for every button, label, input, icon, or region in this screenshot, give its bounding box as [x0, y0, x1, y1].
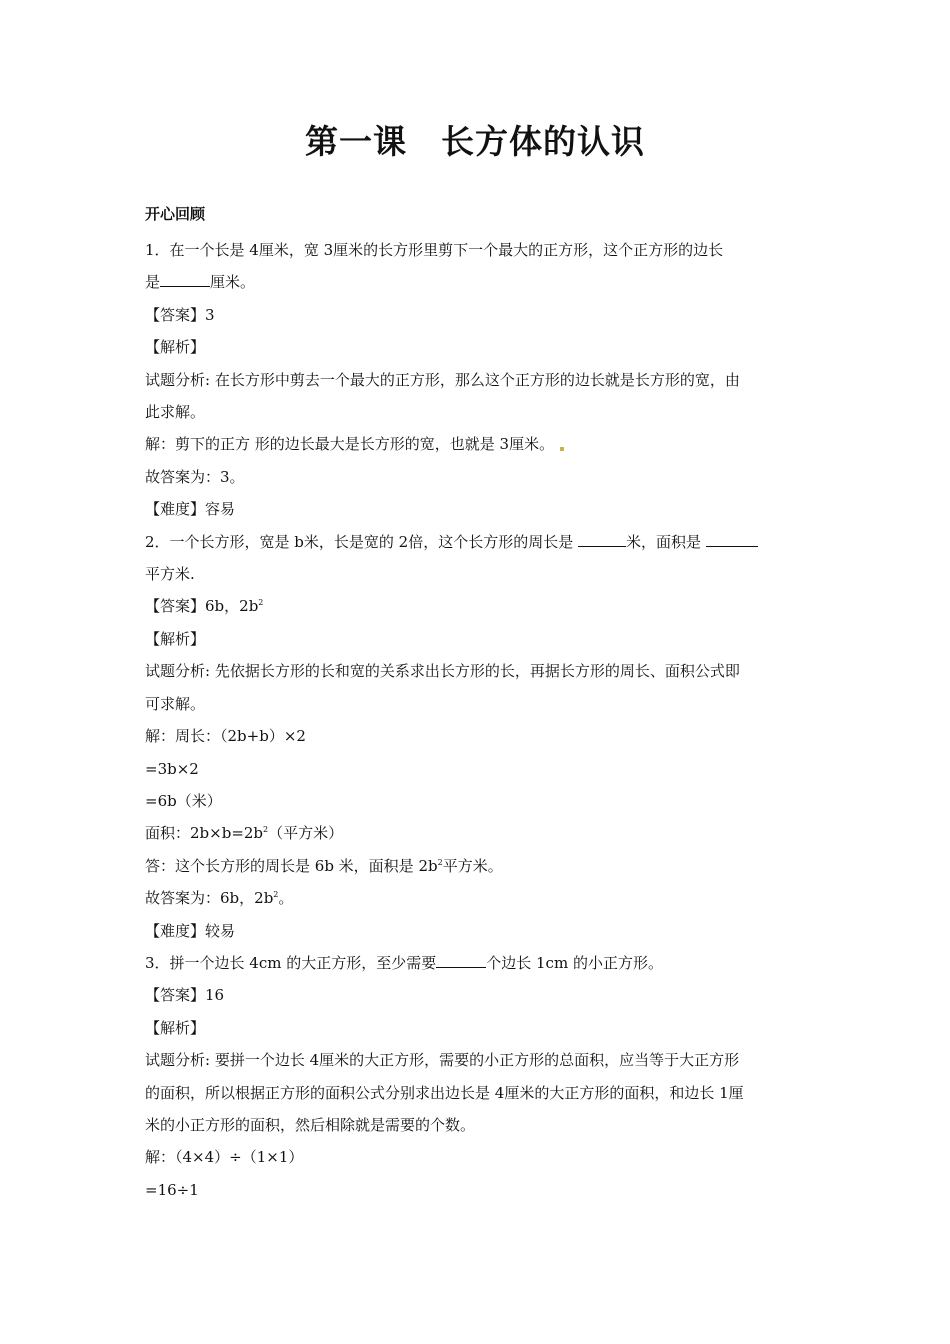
q3-analysis-line3: 米的小正方形的面积，然后相除就是需要的个数。 [145, 1115, 476, 1134]
q2-final-exponent: 2 [273, 890, 279, 900]
q1-text-a: 是 [145, 273, 161, 292]
q2-step3: =6b（米） [145, 791, 222, 810]
section-title: 开心回顾 [145, 205, 206, 223]
q3-analysis-line2: 的面积，所以根据正方形的面积公式分别求出边长是 4厘米的大正方形的面积，和边长 1厘 [145, 1083, 744, 1102]
q1-difficulty: 【难度】容易 [145, 500, 236, 519]
q2-analysis-line1: 试题分析: 先依据长方形的长和宽的关系求出长方形的长，再据长方形的周长、面积公式即 [145, 662, 740, 681]
q3-text-a: 3．拼一个边长 4cm 的大正方形，至少需要 [145, 953, 437, 972]
q2-question-line1 [145, 526, 810, 558]
q1-analysis-line2: 此求解。 [145, 403, 206, 422]
q2-step2: =3b×2 [145, 759, 199, 778]
q2-final-b: 。 [278, 889, 294, 908]
q1-question-line1: 1．在一个长是 4厘米，宽 3厘米的长方形里剪下一个最大的正方形，这个正方形的边长 [145, 241, 724, 259]
q2-reply-line [145, 850, 810, 882]
stray-mark [560, 447, 564, 451]
q2-reply-a: 答：这个长方形的周长是 6b 米，面积是 2b [145, 856, 438, 875]
q2-area-line [145, 817, 810, 849]
q2-question-line2: 平方米. [145, 565, 195, 584]
q2-answer-exponent: 2 [258, 598, 264, 608]
q2-reply-exponent: 2 [437, 857, 443, 867]
q2-area-exponent: 2 [263, 825, 269, 835]
q2-difficulty: 【难度】较易 [145, 921, 236, 940]
q1-question-line2 [145, 266, 810, 298]
q3-step1: 解：（4×4）÷（1×1） [145, 1148, 304, 1167]
q1-text-b: 厘米。 [210, 273, 256, 292]
q1-solution-line [145, 428, 810, 460]
q1-solution: 解：剪下的正方 形的边长最大是长方形的宽，也就是 3厘米。 [145, 435, 555, 454]
q2-text-b: 米，面积是 [626, 532, 706, 551]
q2-reply-b: 平方米。 [442, 856, 503, 875]
q2-final-a: 故答案为：6b，2b [145, 889, 274, 908]
q3-analysis-line1: 试题分析: 要拼一个边长 4厘米的大正方形，需要的小正方形的总面积，应当等于大正方形 [145, 1051, 740, 1070]
q2-perimeter-blank [578, 529, 626, 547]
q2-area-blank [706, 529, 758, 547]
q2-area-b: （平方米） [268, 824, 344, 843]
q2-step1: 解：周长：（2b+b）×2 [145, 727, 306, 746]
page-title: 第一课 长方体的认识 [305, 122, 645, 161]
q3-question-line1 [145, 947, 810, 979]
q1-final-answer: 故答案为：3。 [145, 467, 245, 486]
q2-final-line [145, 882, 810, 914]
q3-text-b: 个边长 1cm 的小正方形。 [486, 953, 663, 972]
q1-answer-blank [160, 269, 210, 287]
q2-analysis-tag: 【解析】 [145, 629, 206, 648]
q3-analysis-tag: 【解析】 [145, 1018, 206, 1037]
document-body [145, 198, 810, 1206]
q1-answer: 【答案】3 [145, 305, 215, 324]
q1-analysis-tag: 【解析】 [145, 338, 206, 357]
q2-area-a: 面积：2b×b=2b [145, 824, 264, 843]
q2-answer-line [145, 590, 810, 622]
q2-text-a: 2．一个长方形，宽是 b米，长是宽的 2倍，这个长方形的周长是 [145, 532, 578, 551]
q3-answer-blank [436, 950, 486, 968]
q2-analysis-line2: 可求解。 [145, 694, 206, 713]
q3-answer: 【答案】16 [145, 986, 225, 1005]
q2-answer: 【答案】6b，2b [145, 597, 259, 616]
q3-step2: =16÷1 [145, 1180, 199, 1199]
q1-analysis-line1: 试题分析: 在长方形中剪去一个最大的正方形，那么这个正方形的边长就是长方形的宽，由 [145, 370, 740, 389]
